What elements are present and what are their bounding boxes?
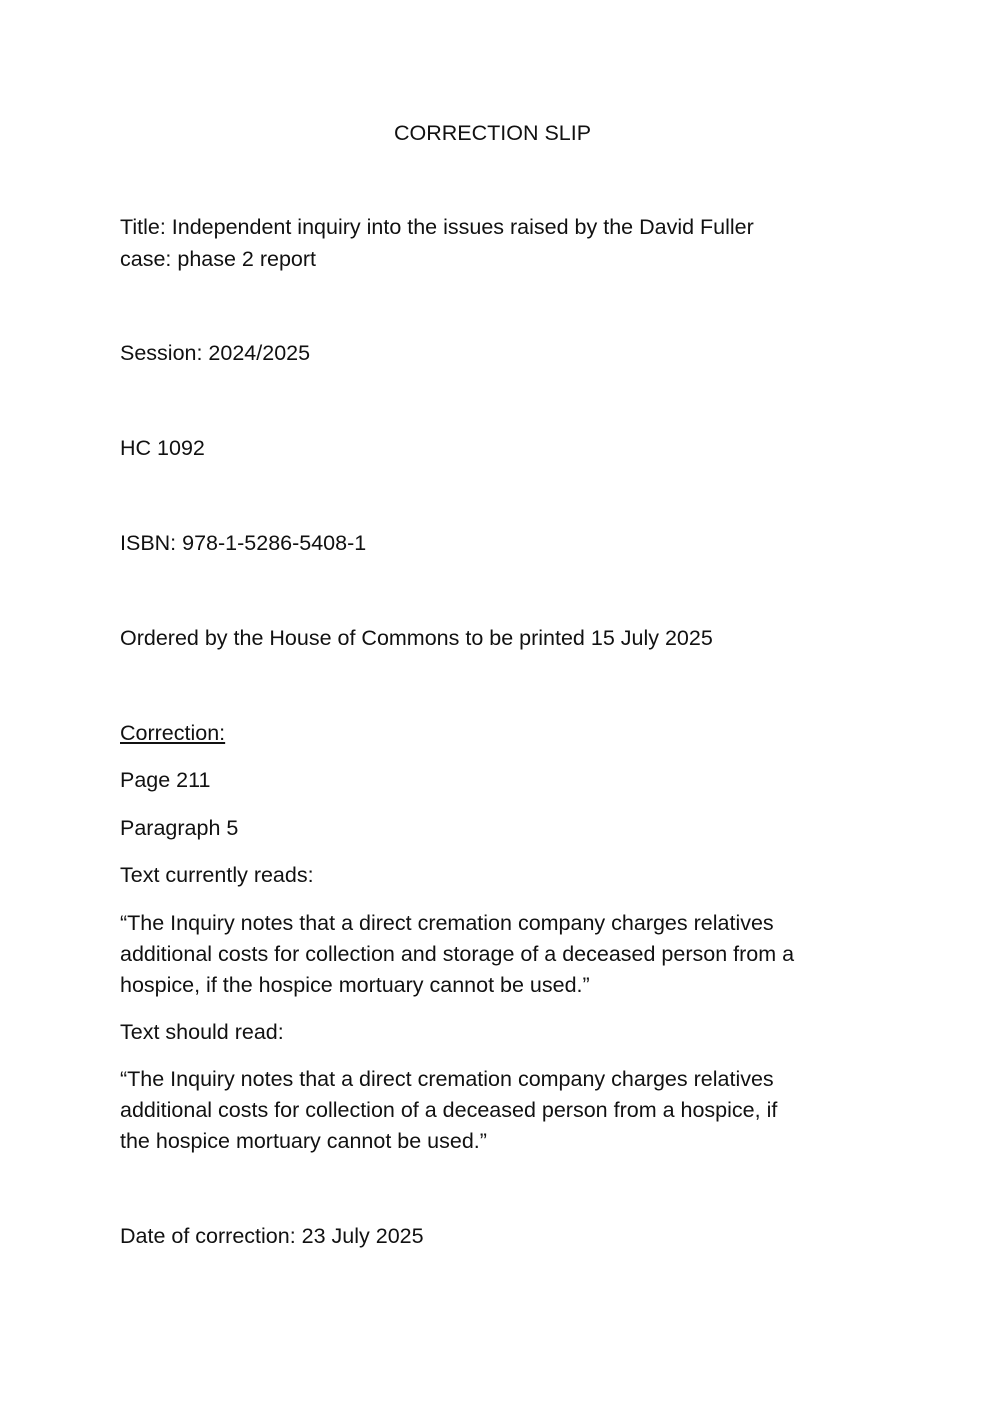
page-heading: CORRECTION SLIP <box>393 121 592 145</box>
isbn: ISBN: 978-1-5286-5408-1 <box>120 531 367 555</box>
correction-label: Correction: <box>120 721 226 745</box>
current-text-line-3: hospice, if the hospice mortuary cannot be used.” <box>120 973 590 997</box>
should-text-line-1: “The Inquiry notes that a direct cremation company charges relatives <box>120 1067 774 1091</box>
session: Session: 2024/2025 <box>120 341 311 365</box>
current-text-label: Text currently reads: <box>120 863 314 887</box>
hc-number: HC 1092 <box>120 436 205 460</box>
title-line-1: Title: Independent inquiry into the issues raised by the David Fuller <box>120 215 754 239</box>
should-text-label: Text should read: <box>120 1020 284 1044</box>
current-text-line-2: additional costs for collection and storage of a deceased person from a <box>120 942 795 966</box>
should-text-line-2: additional costs for collection of a deceased person from a hospice, if <box>120 1098 778 1122</box>
correction-date: Date of correction: 23 July 2025 <box>120 1224 424 1248</box>
title-line-2: case: phase 2 report <box>120 247 317 271</box>
ordered-statement: Ordered by the House of Commons to be printed 15 July 2025 <box>120 626 713 650</box>
should-text-line-3: the hospice mortuary cannot be used.” <box>120 1129 487 1153</box>
current-text-line-1: “The Inquiry notes that a direct cremation company charges relatives <box>120 911 774 935</box>
paragraph-reference: Paragraph 5 <box>120 816 239 840</box>
page-reference: Page 211 <box>120 768 211 792</box>
